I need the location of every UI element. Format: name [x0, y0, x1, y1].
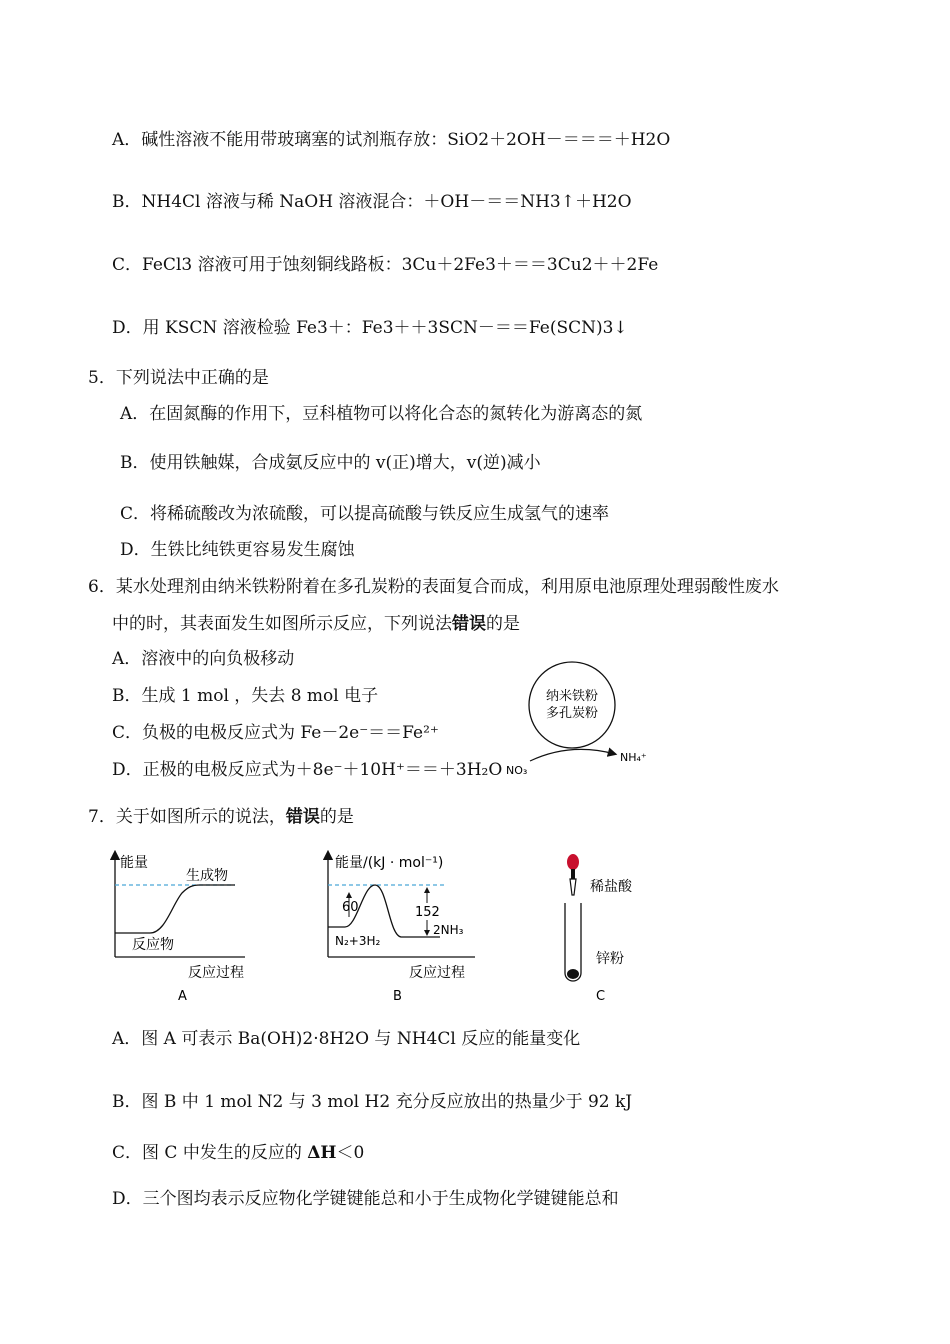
q6-option-c: C．负极的电极反应式为 Fe－2e⁻＝＝Fe²⁺ — [112, 723, 439, 743]
fig-b-reactant-label: N₂+3H₂ — [335, 934, 381, 948]
fig-b-y-label: 能量/(kJ · mol⁻¹) — [335, 855, 444, 871]
fig-b-x-label: 反应过程 — [409, 965, 465, 981]
fig-a-caption: A — [178, 989, 187, 1004]
particle-circle — [529, 662, 615, 748]
fig-c-zinc-label: 锌粉 — [596, 951, 624, 967]
dropper-neck — [571, 869, 575, 879]
dropper-tip — [570, 879, 576, 895]
q4-option-d: D．用 KSCN 溶液检验 Fe3＋：Fe3＋＋3SCN－＝＝Fe(SCN)3↓ — [112, 318, 628, 338]
q7-option-c: C．图 C 中发生的反应的 ΔH＜0 — [112, 1143, 365, 1163]
q5-stem: 5．下列说法中正确的是 — [88, 368, 269, 388]
zinc-powder — [567, 969, 579, 979]
q5-option-a: A．在固氮酶的作用下，豆科植物可以将化合态的氮转化为游离态的氮 — [120, 404, 643, 424]
particle-label-iron: 纳米铁粉 — [545, 689, 599, 704]
reactant-nitrate-label: NO₃ — [506, 764, 528, 777]
q5-option-c: C．将稀硫酸改为浓硫酸，可以提高硫酸与铁反应生成氢气的速率 — [120, 504, 610, 524]
fig-a-reactant-label: 反应物 — [132, 937, 174, 953]
q7-figure-a — [100, 845, 250, 1005]
fig-a-energy-curve — [115, 885, 235, 933]
fig-a-product-label: 生成物 — [186, 868, 228, 884]
q7-option-b: B．图 B 中 1 mol N2 与 3 mol H2 充分反应放出的热量少于 92 kJ — [112, 1092, 633, 1112]
q4-option-c: C．FeCl3 溶液可用于蚀刻铜线路板：3Cu＋2Fe3＋＝＝3Cu2＋＋2Fe — [112, 255, 659, 275]
q6-emphasis-wrong: 错误 — [452, 614, 486, 634]
fig-b-caption: B — [393, 989, 402, 1004]
fig-c-acid-label: 稀盐酸 — [590, 879, 632, 895]
q6-stem-line2: 中的时，其表面发生如图所示反应，下列说法错误的是 — [112, 614, 520, 634]
dropper-bulb — [567, 854, 579, 870]
reaction-arrow — [530, 749, 615, 761]
delta-h-symbol: ΔH — [307, 1143, 337, 1163]
q7-figure-c — [540, 845, 650, 1005]
fig-b-product-label: 2NH₃ — [433, 923, 464, 937]
q6-option-a: A．溶液中的向负极移动 — [112, 649, 295, 669]
q6-stem-line1: 6．某水处理剂由纳米铁粉附着在多孔炭粉的表面复合而成，利用原电池原理处理弱酸性废水 — [88, 577, 779, 597]
q6-option-d: D．正极的电极反应式为＋8e⁻＋10H⁺＝＝＋3H₂O — [112, 760, 503, 780]
q5-option-b: B．使用铁触媒，合成氨反应中的 v(正)增大，v(逆)减小 — [120, 453, 541, 473]
q7-emphasis-wrong: 错误 — [285, 807, 320, 827]
fig-b-right-value: 152 — [415, 905, 440, 920]
q7-stem: 7．关于如图所示的说法，错误的是 — [88, 807, 354, 827]
particle-label-carbon: 多孔炭粉 — [545, 706, 599, 721]
fig-a-y-label: 能量 — [120, 855, 148, 871]
fig-c-caption: C — [596, 989, 606, 1004]
q7-option-d: D．三个图均表示反应物化学键键能总和小于生成物化学键键能总和 — [112, 1189, 619, 1209]
q6-option-b: B．生成 1 mol ，失去 8 mol 电子 — [112, 686, 379, 706]
product-ammonium-label: NH₄⁺ — [620, 751, 647, 764]
q7-option-a: A．图 A 可表示 Ba(OH)2·8H2O 与 NH4Cl 反应的能量变化 — [112, 1029, 581, 1049]
q5-option-d: D．生铁比纯铁更容易发生腐蚀 — [120, 540, 355, 560]
q4-option-a: A．碱性溶液不能用带玻璃塞的试剂瓶存放：SiO2＋2OH－＝＝＝＋H2O — [112, 130, 671, 150]
fig-a-x-label: 反应过程 — [188, 965, 244, 981]
q6-reaction-diagram — [500, 658, 660, 778]
q7-figure-b — [315, 845, 485, 1005]
q4-option-b: B．NH4Cl 溶液与稀 NaOH 溶液混合：＋OH－＝＝NH3↑＋H2O — [112, 192, 632, 212]
fig-b-left-value: 60 — [342, 900, 359, 915]
